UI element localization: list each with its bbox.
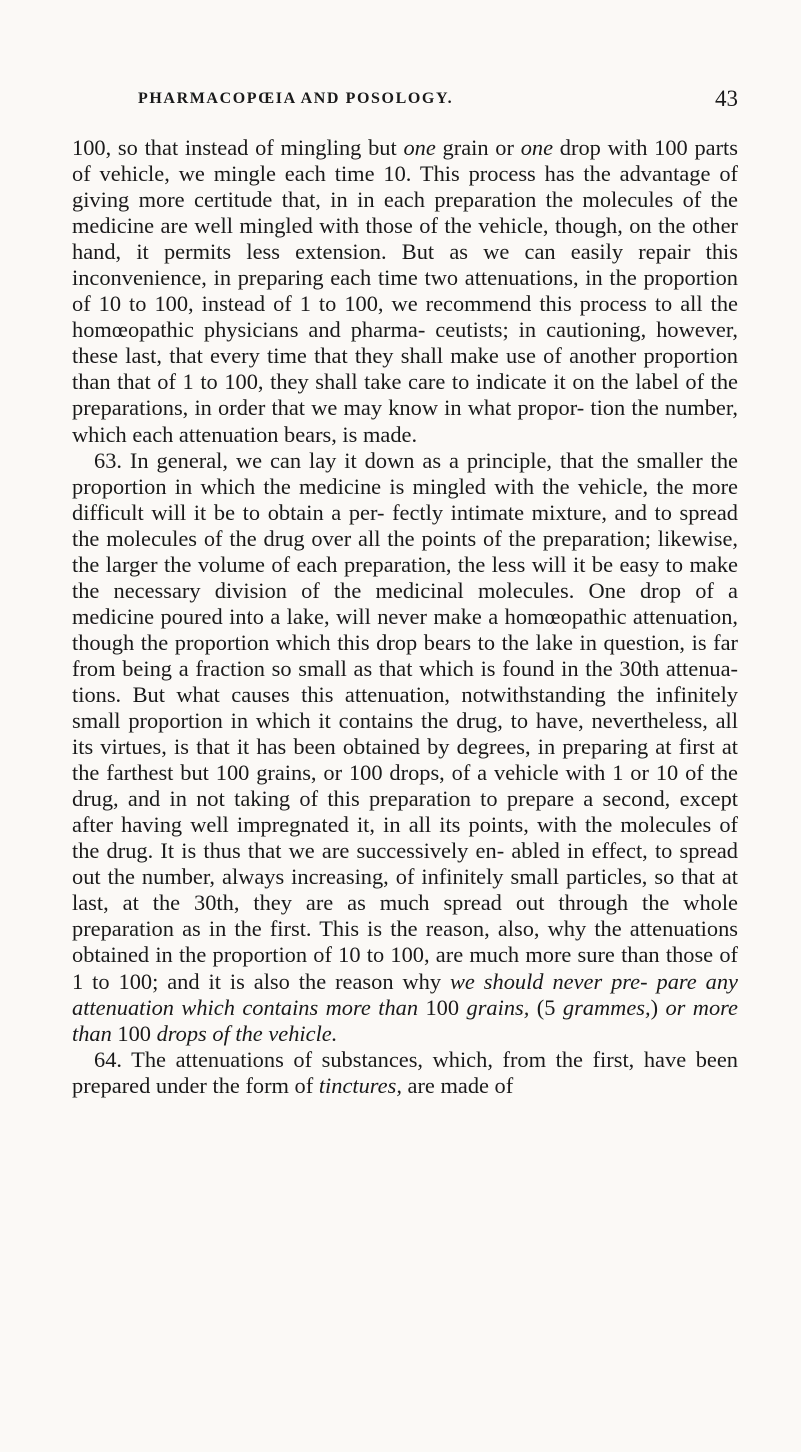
italic-text: grammes, — [562, 994, 651, 1020]
italic-text: drops of the vehicle. — [156, 1020, 338, 1046]
italic-text: grains, — [466, 994, 530, 1020]
text-run: 63. In general, we can lay it down as a principle, that the smaller the proportion in which the medicine is mingled with the vehicle, the more difficult will it be to obtain a per- fectly intimate mixture, and to spread the molecules of the drug over all the points of the preparation; likewise, the larger the volume of each preparation, the less will it be easy to make the necessary division of the medicinal molecules. One drop of a medicine poured into a lake, will never make a homœopathic attenuation, though the proportion which this drop bears to the lake in question, is far from being a fraction so small as that which is found in the 30th attenua- tions. But what causes this attenuation, notwithstanding the infinitely small proportion in which it contains the drug, to have, nevertheless, all its virtues, is that it has been obtained by degrees, in preparing at first at the farthest but 100 grains, or 100 drops, of a vehicle with 1 or 10 of the drug, and in not taking of this preparation to prepare a second, except after having well impregnated it, in all its points, with the molecules of the drug. It is thus that we are successively en- abled in effect, to spread out the number, always increasing, of infinitely small particles, so that at last, at the 30th, they are as much spread out through the whole preparation as in the first. This is the reason, also, why the attenuations obtained in the proportion of 10 to 100, are much more sure than those of 1 to 100; and it is also the reason why — [72, 447, 738, 994]
italic-text: one — [403, 135, 436, 160]
text-run: 100, so that instead of mingling but — [72, 135, 404, 160]
italic-text: tinctures, — [318, 1072, 402, 1098]
paragraph-64 — [72, 1047, 738, 1099]
paragraph-continued — [72, 135, 738, 448]
text-run: ) — [650, 994, 666, 1020]
text-run: drop with 100 parts of vehicle, we mingle each time 10. This process has the advantage of giving more certitude that, in in each preparation the molecules of the medicine are well mingled with those of the vehicle, though, on the other hand, it permits less extension. But as we can easily repair this inconvenience, in preparing each time two attenuations, in the proportion of 10 to 100, instead of 1 to 100, we recommend this process to all the homœopathic physicians and pharma- ceutists; in cautioning, however, these last, that every time that they shall make use of another proportion than that of 1 to 100, they shall take care to indicate it on the label of the preparations, in order that we may know in what propor- tion the number, which each attenuation bears, is made. — [72, 135, 738, 447]
running-title: PHARMACOPŒIA AND POSOLOGY. — [138, 90, 454, 107]
running-head — [138, 86, 738, 120]
page-number: 43 — [715, 86, 738, 111]
italic-text: or more than — [72, 994, 738, 1046]
text-run: 100 — [418, 994, 467, 1020]
text-run: are made of — [401, 1072, 514, 1098]
text-run: (5 — [529, 994, 563, 1020]
italic-text: one — [520, 135, 554, 160]
text-run: 64. The attenuations of substances, which, from the first, have been prepared under the form of — [72, 1046, 738, 1098]
text-run: grain or — [435, 135, 521, 160]
paragraph-63 — [72, 448, 738, 1047]
text-run: 100 — [111, 1020, 157, 1046]
italic-text: we should never pre- pare any attenuation which contains more than — [72, 968, 738, 1020]
body-text — [72, 135, 738, 1099]
